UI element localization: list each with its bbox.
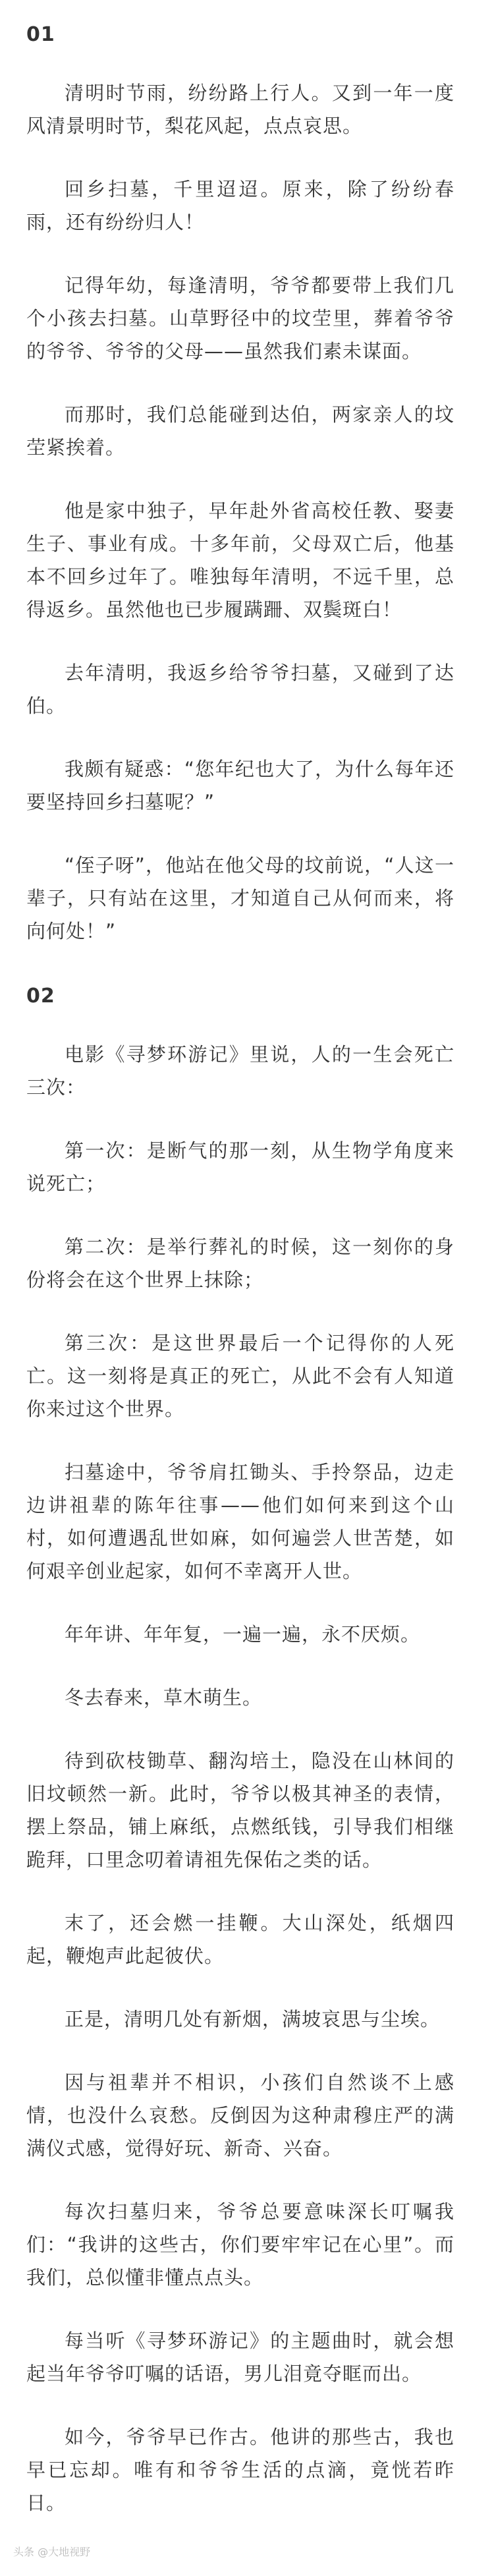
- paragraph: 冬去春来，草木萌生。: [65, 1686, 263, 1709]
- section-divider: [26, 978, 454, 985]
- paragraph: 因与祖辈并不相识，小孩们自然谈不上感情，也没什么哀愁。反倒因为这种肃穆庄严的满满仪式感，觉得好玩、新奇、兴奋。: [26, 2071, 454, 2160]
- paragraph: 每次扫墓归来，爷爷总要意味深长叮嘱我们：“我讲的这些古，你们要牢牢记在心里”。而我们，总似懂非懂点点头。: [26, 2200, 454, 2289]
- section-heading-01: 01: [26, 23, 55, 46]
- paragraph: 末了，还会燃一挂鞭。大山深处，纸烟四起，鞭炮声此起彼伏。: [26, 1912, 454, 1967]
- paragraph: 年年讲、年年复，一遍一遍，永不厌烦。: [65, 1623, 421, 1646]
- paragraph: 第三次：是这世界最后一个记得你的人死亡。这一刻将是真正的死亡，从此不会有人知道你来过这个世界。: [26, 1332, 454, 1420]
- paragraph: 扫墓途中，爷爷肩扛锄头、手拎祭品，边走边讲祖辈的陈年往事——他们如何来到这个山村，如何遭遇乱世如麻，如何遍尝人世苦楚，如何艰辛创业起家，如何不幸离开人世。: [26, 1461, 454, 1582]
- paragraph: 去年清明，我返乡给爷爷扫墓，又碰到了达伯。: [26, 662, 454, 717]
- paragraph: 正是，清明几处有新烟，满坡哀思与尘埃。: [65, 2008, 441, 2030]
- paragraph: 第二次：是举行葬礼的时候，这一刻你的身份将会在这个世界上抹除；: [26, 1236, 454, 1291]
- paragraph: 我颇有疑惑：“您年纪也大了，为什么每年还要坚持回乡扫墓呢？”: [26, 758, 454, 813]
- paragraph: 他是家中独子，早年赴外省高校任教、娶妻生子、事业有成。十多年前，父母双亡后，他基本不回乡过年了。唯独每年清明，不远千里，总得返乡。虽然他也已步履蹒跚、双鬓斑白！: [26, 500, 454, 621]
- paragraph: 回乡扫墓，千里迢迢。原来，除了纷纷春雨，还有纷纷归人！: [26, 178, 454, 233]
- paragraph: 第一次：是断气的那一刻，从生物学角度来说死亡；: [26, 1139, 454, 1195]
- paragraph: 待到砍枝锄草、翻沟培土，隐没在山林间的旧坟顿然一新。此时，爷爷以极其神圣的表情，摆上祭品，铺上麻纸，点燃纸钱，引导我们相继跪拜，口里念叨着请祖先保佑之类的话。: [26, 1750, 454, 1871]
- paragraph: 每当听《寻梦环游记》的主题曲时，就会想起当年爷爷叮嘱的话语，男儿泪竟夺眶而出。: [26, 2330, 454, 2385]
- paragraph: 而那时，我们总能碰到达伯，两家亲人的坟茔紧挨着。: [26, 403, 454, 459]
- paragraph: 记得年幼，每逢清明，爷爷都要带上我们几个小孩去扫墓。山草野径中的坟茔里，葬着爷爷的爷爷、爷爷的父母——虽然我们素未谋面。: [26, 274, 454, 362]
- paragraph: 如今，爷爷早已作古。他讲的那些古，我也早已忘却。唯有和爷爷生活的点滴，竟恍若昨日。: [26, 2426, 454, 2514]
- watermark: 头条 @大地视野: [13, 2546, 91, 2558]
- paragraph: 清明时节雨，纷纷路上行人。又到一年一度风清景明时节，梨花风起，点点哀思。: [26, 82, 454, 137]
- paragraph: 电影《寻梦环游记》里说，人的一生会死亡三次：: [26, 1043, 454, 1099]
- paragraph: “侄子呀”，他站在他父母的坟前说，“人这一辈子，只有站在这里，才知道自己从何而来，将向何处！”: [26, 854, 454, 942]
- section-heading-02: 02: [26, 985, 55, 1008]
